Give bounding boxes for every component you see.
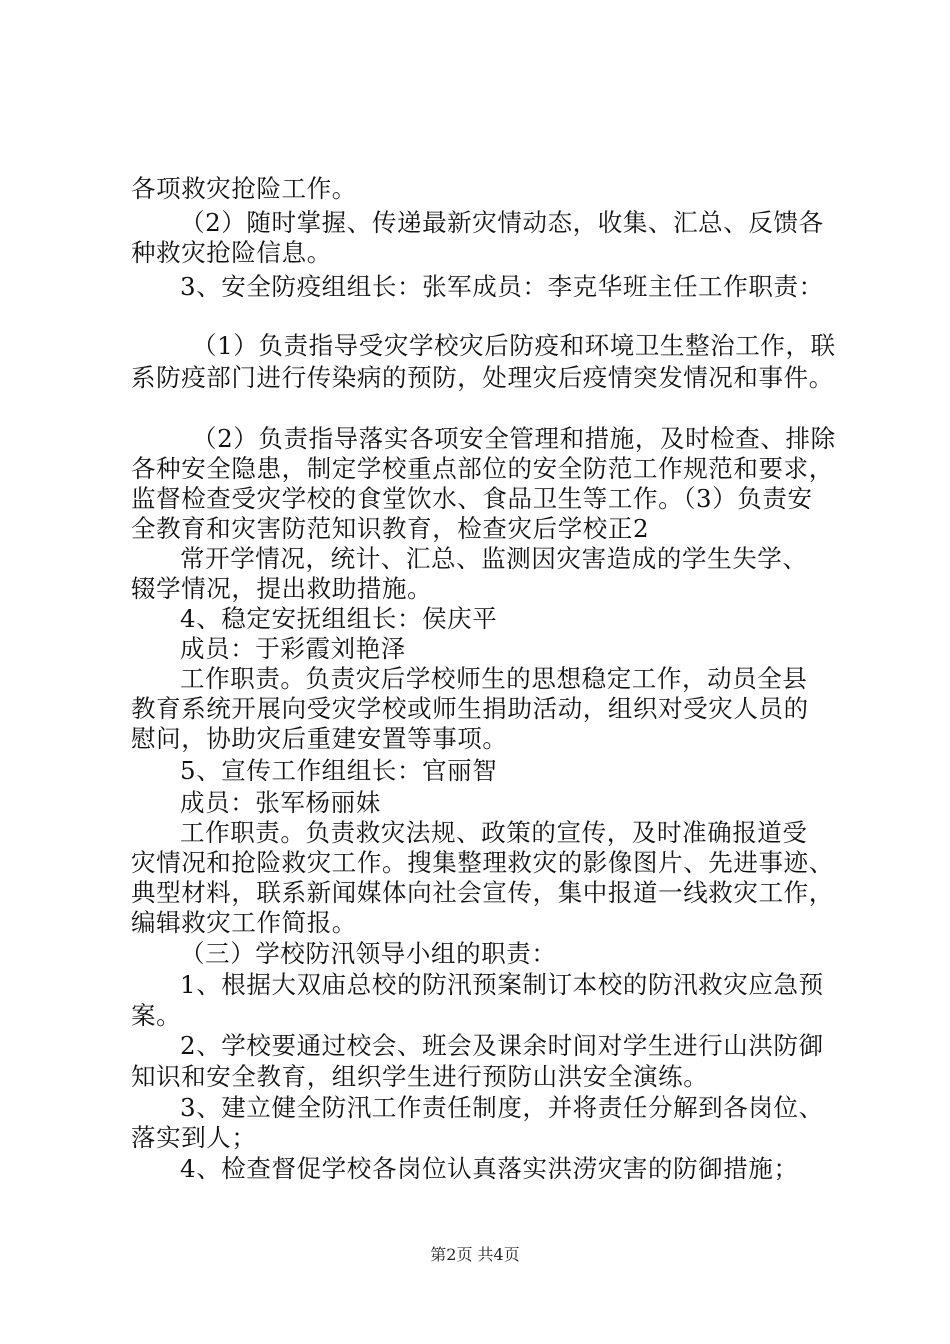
- text-line: 成员：于彩霞刘艳泽: [180, 634, 406, 663]
- text-line: （1）负责指导受灾学校灾后防疫和环境卫生整治工作，联: [192, 331, 836, 360]
- text-line: （三）学校防汛领导小组的职责：: [180, 939, 557, 968]
- text-line: （2）负责指导落实各项安全管理和措施，及时检查、排除: [192, 424, 836, 453]
- text-line: 工作职责。负责灾后学校师生的思想稳定工作，动员全县: [180, 664, 808, 693]
- text-line: 5、宣传工作组组长：官丽智: [180, 756, 498, 785]
- text-line: 3、安全防疫组组长：张军成员：李克华班主任工作职责：: [180, 272, 824, 301]
- text-line: 编辑救灾工作简报。: [131, 908, 357, 937]
- text-line: 1、根据大双庙总校的防汛预案制订本校的防汛救灾应急预: [180, 970, 824, 999]
- text-line: 辍学情况，提出救助措施。: [131, 574, 433, 603]
- text-line: （2）随时掌握、传递最新灾情动态，收集、汇总、反馈各: [180, 208, 824, 237]
- text-line: 知识和安全教育，组织学生进行预防山洪安全演练。: [131, 1062, 709, 1091]
- text-line: 监督检查受灾学校的食堂饮水、食品卫生等工作。（3）负责安: [131, 484, 813, 513]
- text-line: 各项救灾抢险工作。: [131, 174, 357, 203]
- text-line: 典型材料，联系新闻媒体向社会宣传，集中报道一线救灾工作，: [131, 878, 834, 907]
- text-line: 全教育和灾害防范知识教育，检查灾后学校正2: [131, 514, 650, 543]
- text-line: 4、稳定安抚组组长：侯庆平: [180, 604, 498, 633]
- text-line: 4、检查督促学校各岗位认真落实洪涝灾害的防御措施；: [180, 1154, 799, 1183]
- text-line: 系防疫部门进行传染病的预防，处理灾后疫情突发情况和事件。: [131, 363, 834, 392]
- text-line: 落实到人；: [131, 1123, 257, 1152]
- text-line: 工作职责。负责救灾法规、政策的宣传，及时准确报道受: [180, 818, 808, 847]
- text-line: 3、建立健全防汛工作责任制度，并将责任分解到各岗位、: [180, 1093, 824, 1122]
- text-line: 案。: [131, 1001, 182, 1030]
- text-line: 2、学校要通过校会、班会及课余时间对学生进行山洪防御: [180, 1031, 824, 1060]
- text-line: 常开学情况，统计、汇总、监测因灾害造成的学生失学、: [180, 544, 808, 573]
- text-line: 教育系统开展向受灾学校或师生捐助活动，组织对受灾人员的: [131, 694, 809, 723]
- text-line: 灾情况和抢险救灾工作。搜集整理救灾的影像图片、先进事迹、: [131, 848, 834, 877]
- page-number: 第2页 共4页: [430, 1245, 520, 1264]
- text-line: 各种安全隐患，制定学校重点部位的安全防范工作规范和要求，: [131, 454, 834, 483]
- text-line: 种救灾抢险信息。: [131, 238, 332, 267]
- text-line: 成员：张军杨丽妹: [180, 788, 381, 817]
- text-line: 慰问，协助灾后重建安置等事项。: [131, 724, 508, 753]
